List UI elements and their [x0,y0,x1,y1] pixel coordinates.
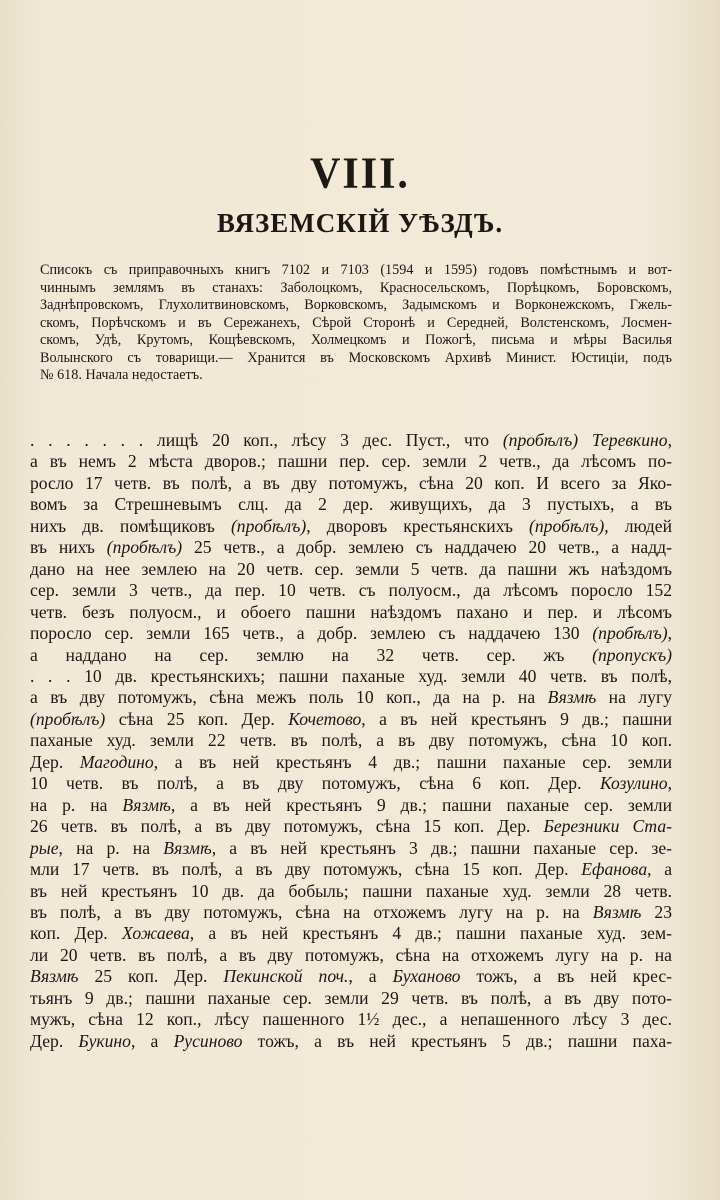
text-segment: тожъ, а въ ней крестьянъ 5 дв.; пашни паха- [242,1030,672,1051]
text-segment: , а въ ней крестьянъ 3 дв.; пашни паханые сер. зе- [211,837,672,858]
source-note-line: № 618. Начала недостаетъ. [40,367,203,383]
body-line [30,580,672,601]
italic-segment: (пробѣлъ) [106,537,183,558]
italic-segment: Ефанова [581,859,648,880]
text-segment: , на р. на [58,837,164,858]
text-segment: 25 четв., а добр. землею съ наддачею 20 четв., а надд- [182,537,672,558]
body-line [30,451,672,472]
body-line [30,430,672,451]
text-segment: сер. земли 3 четв., да пер. 10 четв. съ полуосм., да лѣсомъ поросло 152 [30,580,672,601]
text-segment: въ нихъ [30,537,107,558]
body-line [30,1031,672,1052]
italic-segment: (пропускъ) [592,644,672,665]
text-segment: тьянъ 9 дв.; пашни паханые сер. земли 29 четв. въ полѣ, а въ дву пото- [30,987,672,1008]
body-line [30,666,672,687]
body-line [30,1009,672,1030]
text-segment: а въ дву потомужъ, сѣна межъ поль 10 коп., да на р. на [30,687,548,708]
italic-segment: (пробѣлъ) [230,515,307,536]
text-segment: четв. безъ полуосм., и обоего пашни наѣздомъ пахано и пер. и лѣсомъ [30,601,672,622]
text-segment: , людей [604,515,672,536]
body-line [30,988,672,1009]
text-segment: . . . 10 дв. крестьянскихъ; пашни паханые худ. земли 40 четв. въ полѣ, [30,665,672,686]
text-segment: въ полѣ, а въ дву потомужъ, сѣна на отхожемъ лугу на р. на [30,901,593,922]
source-note-line: скомъ, Удѣ, Крутомъ, Кощѣевскомъ, Холмецкомъ и Пожогѣ, письма и мѣры Василья [40,332,672,348]
text-segment: , а [348,966,393,987]
text-segment: вомъ за Стрешневымъ слц. да 2 дер. живущихъ, да 3 пустыхъ, а въ [30,494,672,515]
text-segment: , а [647,859,672,880]
body-line [30,752,672,773]
italic-segment: (пробѣлъ) Теревкино [502,430,668,450]
text-segment: , [667,623,672,644]
text-segment: , [667,773,672,794]
italic-segment: Вязмѣ [122,794,171,815]
body-line [30,773,672,794]
text-segment: , а въ ней крестьянъ 9 дв.; пашни паханые сер. земли [170,794,672,815]
italic-segment: (пробѣлъ) [529,515,605,536]
text-segment: , а въ ней крестьянъ 4 дв.; пашни паханые худ. зем- [189,923,672,944]
text-segment: , [667,430,672,450]
source-note [40,262,672,385]
text-segment: мужъ, сѣна 12 коп., лѣсу пашенного 1½ дес., а непашенного лѣсу 3 дес. [30,1009,672,1030]
text-segment: коп. Дер. [30,923,122,944]
body-line [30,709,672,730]
text-segment: 10 четв. въ полѣ, а въ дву потомужъ, сѣна 6 коп. Дер. [30,773,600,794]
text-segment: , а [130,1030,174,1051]
body-line [30,494,672,515]
italic-segment: Вязмѣ [592,901,642,922]
text-segment: а въ немъ 2 мѣста дворов.; пашни пер. сер. земли 2 четв., да лѣсомъ по- [30,451,672,472]
body-line [30,902,672,923]
text-segment: Дер. [30,751,80,772]
text-segment: росло 17 четв. въ полѣ, а въ дву потомужъ, сѣна 20 коп. И всего за Яко- [30,472,672,493]
body-line [30,645,672,666]
body-line [30,730,672,751]
italic-segment: (пробѣлъ) [592,623,668,644]
body-line [30,881,672,902]
section-number: VIII. [310,149,410,199]
italic-segment: Русиново [173,1030,243,1051]
text-segment: поросло сер. земли 165 четв., а добр. землею съ наддачею 130 [30,623,593,644]
italic-segment: Хожаева [121,923,190,944]
text-segment: паханые худ. земли 22 четв. въ полѣ, а въ дву потомужъ, сѣна 10 коп. [30,730,672,751]
text-segment: Дер. [30,1030,79,1051]
source-note-line: чиннымъ землямъ въ станахъ: Заболоцкомъ, Красносельскомъ, Порѣцкомъ, Боровскомъ, [40,279,672,296]
italic-segment: Вязмѣ [30,966,79,987]
body-line [30,966,672,987]
source-note-line: Волынского съ товарищи.— Хранится въ Московскомъ Архивѣ Минист. Юстиціи, подъ [40,349,672,366]
text-segment: въ ней крестьянъ 10 дв. да бобыль; пашни паханые худ. земли 28 четв. [30,880,672,901]
section-title: ВЯЗЕМСКІЙ УѢЗДЪ. [216,208,504,238]
text-segment: на лугу [596,687,672,708]
body-line [30,816,672,837]
body-line [30,687,672,708]
body-line [30,623,672,644]
text-segment: 25 коп. Дер. [78,966,224,987]
text-segment: , а въ ней крестьянъ 4 дв.; пашни паханые сер. земли [153,751,672,772]
text-segment: тожъ, а въ ней крес- [460,966,672,987]
text-segment: дано на нее землею на 20 четв. сер. земли 5 четв. да пашни жъ наѣздомъ [30,558,672,579]
body-line [30,838,672,859]
text-segment: а наддано на сер. землю на 32 четв. сер. жъ [30,644,593,665]
body-line [30,537,672,558]
italic-segment: Буханово [392,966,461,987]
italic-segment: Березники Ста- [543,816,673,837]
text-segment: сѣна 25 коп. Дер. [105,708,289,729]
text-segment: нихъ дв. помѣщиковъ [30,515,231,536]
text-segment: , дворовъ крестьянскихъ [306,515,530,536]
italic-segment: (пробѣлъ) [30,708,106,729]
text-segment: 26 четв. въ полѣ, а въ дву потомужъ, сѣна 15 коп. Дер. [30,816,544,837]
italic-segment: Вязмѣ [547,687,597,708]
text-segment: . . . . . . . лищѣ 20 коп., лѣсу 3 дес. Пуст., что [30,430,503,450]
body-line [30,795,672,816]
body-line [30,923,672,944]
text-segment: ли 20 четв. въ полѣ, а въ дву потомужъ, сѣна на отхожемъ лугу на р. на [30,944,672,965]
source-note-line: Заднѣпровскомъ, Глухолитвиновскомъ, Ворковскомъ, Задымскомъ и Ворконежскомъ, Гжель- [40,297,672,313]
body-line [30,516,672,537]
body-text [30,430,672,1052]
italic-segment: Кочетово [288,708,362,729]
body-line [30,859,672,880]
body-line [30,559,672,580]
italic-segment: Вязмѣ [163,837,212,858]
text-segment: на р. на [30,794,123,815]
body-line [30,602,672,623]
source-note-line: Списокъ съ приправочныхъ книгъ 7102 и 7103 (1594 и 1595) годовъ помѣстнымъ и вот- [40,262,672,278]
italic-segment: Магодино [79,751,154,772]
italic-segment: Козулино [599,773,668,794]
source-note-line: скомъ, Порѣчскомъ и въ Сережанехъ, Сѣрой Сторонѣ и Середней, Волстенскомъ, Лосмен- [40,314,672,331]
italic-segment: Букино [78,1030,131,1051]
italic-segment: рые [30,837,59,858]
body-line [30,473,672,494]
text-segment: , а въ ней крестьянъ 9 дв.; пашни [361,708,672,729]
italic-segment: Пекинской поч. [223,966,349,987]
text-segment: 23 [641,901,672,922]
text-segment: мли 17 четв. въ полѣ, а въ дву потомужъ, сѣна 15 коп. Дер. [30,859,582,880]
body-line [30,945,672,966]
